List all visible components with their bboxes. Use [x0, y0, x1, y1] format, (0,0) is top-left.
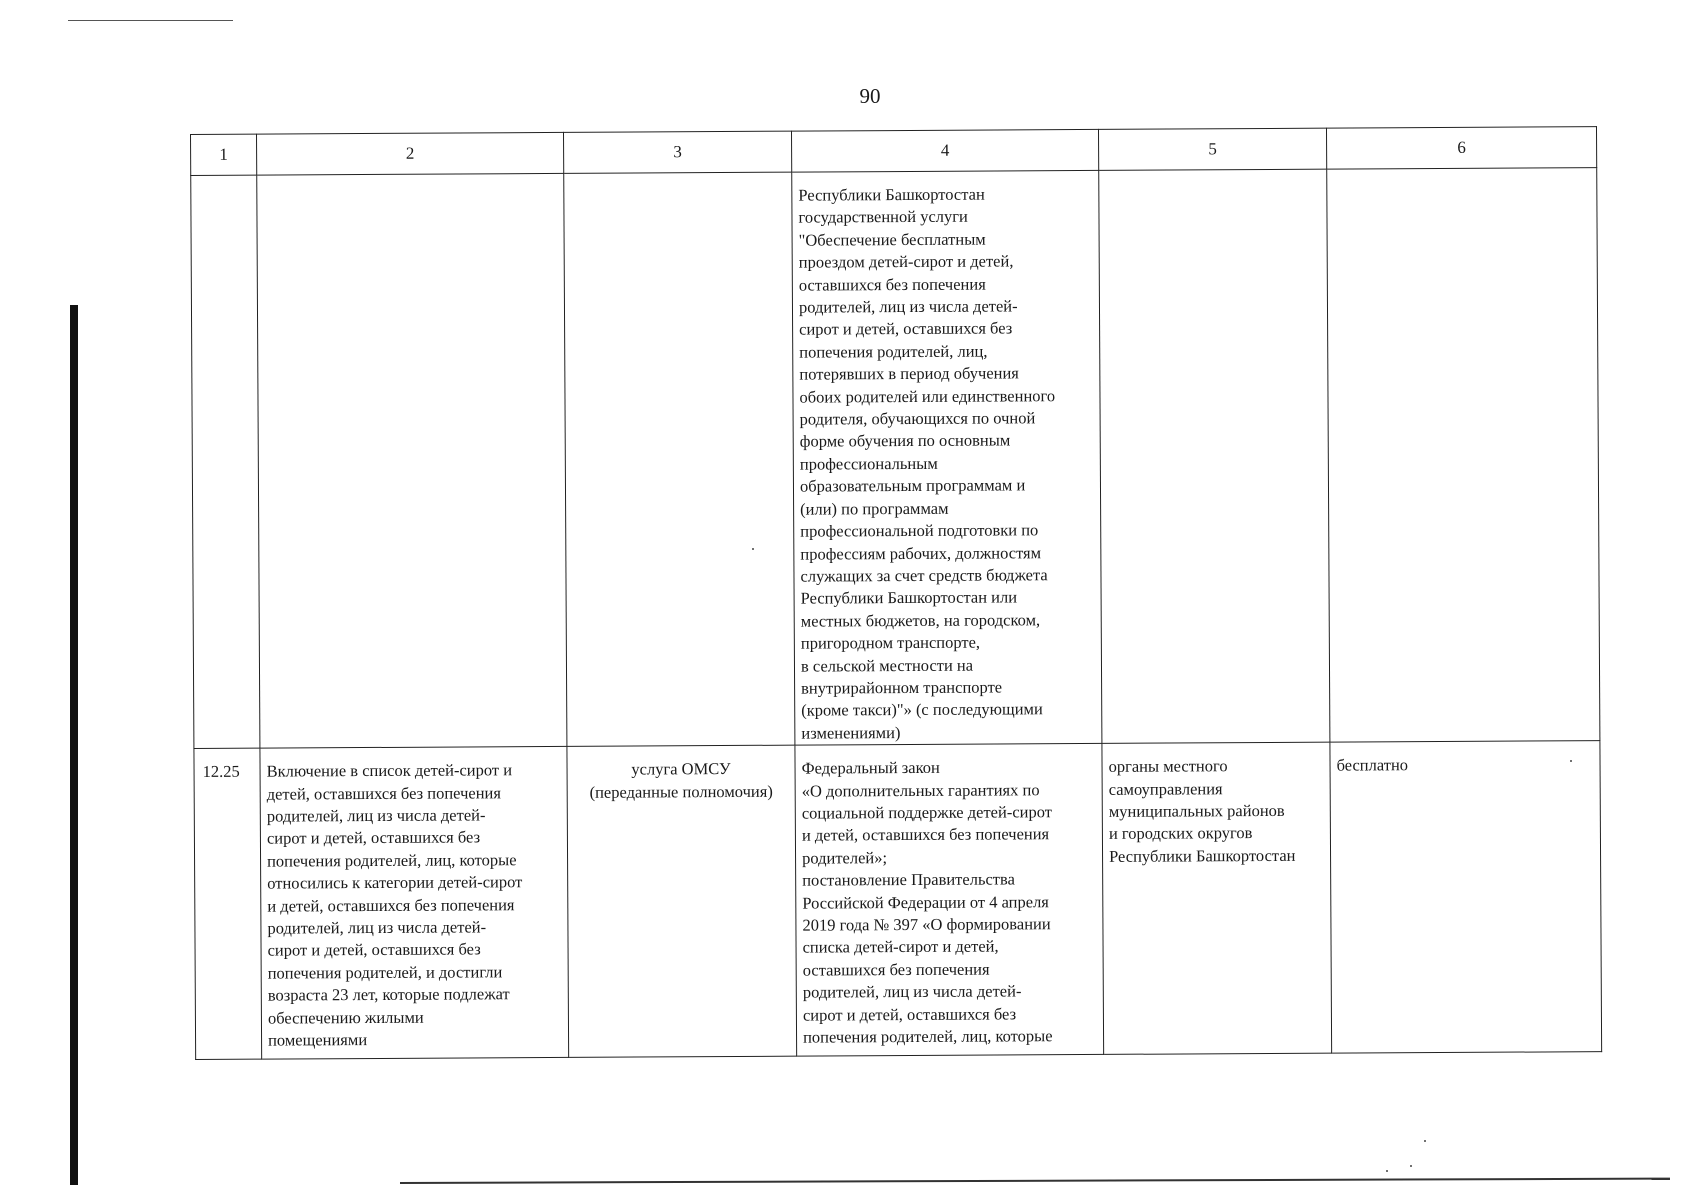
- cell-service-type: услуга ОМСУ (переданные полномочия): [589, 759, 773, 802]
- table-cell: [194, 748, 262, 1059]
- table-cell: [1327, 168, 1600, 743]
- table-cell: [260, 747, 569, 1060]
- cell-provider: органы местного самоуправления муниципальных районов и городских округов Республики Башкортостан: [1108, 756, 1296, 866]
- cell-legal-basis: Республики Башкортостан государственной услуги "Обеспечение бесплатным проездом детей-сирот и детей, оставшихся без попечения родителей, лиц из числа детей- сирот и детей, оставшихся без попечения родителей, лиц, потерявших в период обучения обоих родителей или единственного родителя, обучающихся по очной форме обучения по основным профессиональным образовательным программам и (или) по программам профессиональной подготовки по профессиям рабочих, должностям служащих за счет средств бюджета Республики Башкортостан или местных бюджетов, на городском, пригородном транспорте, в сельской местности на внутрирайонном транспорте (кроме такси)"» (с последующими изменениями): [798, 184, 1056, 743]
- cell-number: 12.25: [202, 761, 240, 782]
- cell-provider: [1099, 170, 1326, 183]
- cell-service-name: [257, 174, 563, 188]
- scan-speck: [1386, 1170, 1388, 1172]
- column-header-1: 1: [191, 134, 257, 175]
- table-cell: [564, 172, 795, 746]
- cell-service-type: [564, 173, 791, 186]
- table-cell: [1099, 169, 1330, 743]
- table-cell: [795, 744, 1104, 1057]
- table-cell: [191, 175, 260, 749]
- column-header-6: 6: [1326, 127, 1596, 170]
- scan-edge-line-top: [68, 20, 233, 21]
- column-header-2: 2: [257, 132, 564, 175]
- cell-legal-basis: Федеральный закон «О дополнительных гарантиях по социальной поддержке детей-сирот и детей, оставшихся без попечения родителей»; постановление Правительства Российской Федерации от 4 апреля 2019 года № 397 «О формировании списка детей-сирот и детей, оставшихся без попечения родителей, лиц из числа детей- сирот и детей, оставшихся без попечения родителей, лиц, которые: [801, 757, 1053, 1047]
- scan-edge-bar-left: [70, 305, 78, 1185]
- table-cell: [792, 170, 1102, 745]
- table-cell: [1330, 741, 1602, 1054]
- table-row-continuation: [191, 168, 1600, 749]
- column-header-5: 5: [1098, 128, 1326, 170]
- cell-fee: [1327, 168, 1596, 182]
- column-header-3: 3: [563, 131, 791, 173]
- scan-speck: [1424, 1140, 1426, 1142]
- table-cell: [567, 745, 797, 1057]
- table-row-12-25: [194, 741, 1602, 1060]
- cell-number: [191, 176, 256, 188]
- cell-fee: бесплатно: [1336, 755, 1409, 775]
- scan-speck: [1410, 1165, 1412, 1167]
- scan-edge-line-bottom: [400, 1178, 1670, 1184]
- column-header-4: 4: [791, 129, 1098, 172]
- table-cell: [1102, 742, 1332, 1054]
- cell-service-name: Включение в список детей-сирот и детей, оставшихся без попечения родителей, лиц из числа детей- сирот и детей, оставшихся без попечения родителей, лиц, которые относились к категории детей-сирот и детей, оставшихся без попечения родителей, лиц из числа детей- сирот и детей, оставшихся без попечения родителей, и достигли возраста 23 лет, которые подлежат обеспечению жилыми помещениями: [266, 760, 523, 1050]
- table-cell: [257, 173, 567, 748]
- document-table: [190, 126, 1602, 1060]
- page-number: 90: [859, 84, 881, 108]
